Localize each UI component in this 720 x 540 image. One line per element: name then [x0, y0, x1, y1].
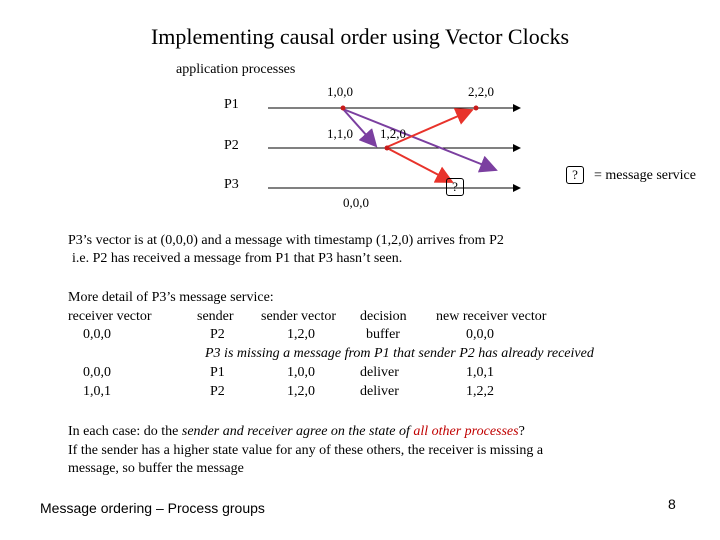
conclusion-line-3: message, so buffer the message [68, 461, 244, 476]
conclusion-question-mark: ? [518, 424, 525, 439]
column-header-sender-vector: sender vector [261, 309, 337, 324]
event-dot-p1 [341, 106, 346, 111]
message-service-box: ? [446, 178, 464, 196]
table-cell-r2-sender-vector: 1,0,0 [287, 365, 315, 380]
table-cell-r1-sender: P2 [210, 327, 225, 342]
conclusion-line-1 [68, 423, 525, 441]
vector-label-p2-first: 1,1,0 [327, 126, 353, 141]
column-header-new-receiver-vector: new receiver vector [436, 309, 547, 324]
page-number: 8 [668, 496, 676, 512]
process-label-p1: P1 [224, 97, 239, 112]
table-cell-r1-new-vector: 0,0,0 [466, 327, 494, 342]
table-cell-r3-receiver: 1,0,1 [83, 384, 111, 399]
process-label-p2: P2 [224, 138, 239, 153]
table-cell-r2-receiver: 0,0,0 [83, 365, 111, 380]
table-cell-r3-sender: P2 [210, 384, 225, 399]
table-cell-r1-receiver: 0,0,0 [83, 327, 111, 342]
conclusion-emphasis: sender and receiver agree on the state of [181, 424, 414, 439]
event-dot-p2 [385, 146, 390, 151]
vector-label-p1-second: 2,2,0 [468, 84, 494, 99]
footer-title: Message ordering – Process groups [40, 500, 265, 516]
vector-label-p1-first: 1,0,0 [327, 84, 353, 99]
table-cell-r2-sender: P1 [210, 365, 225, 380]
vector-label-p3-initial: 0,0,0 [343, 195, 369, 210]
table-cell-r3-decision: deliver [360, 384, 399, 399]
intro-line-2: i.e. P2 has received a message from P1 that P3 hasn’t seen. [72, 251, 403, 266]
conclusion-prefix: In each case: do the [68, 424, 182, 439]
event-dot-p1-receive [474, 106, 479, 111]
message-p2-to-p3 [387, 148, 452, 182]
column-header-decision: decision [360, 309, 407, 324]
legend-box: ? [566, 166, 584, 184]
table-cell-r3-sender-vector: 1,2,0 [287, 384, 315, 399]
message-p1-to-p3 [343, 109, 496, 170]
conclusion-highlight: all other processes [413, 424, 519, 439]
legend-text: = message service [594, 168, 696, 183]
table-cell-r3-new-vector: 1,2,2 [466, 384, 494, 399]
page-title: Implementing causal order using Vector Clocks [150, 24, 570, 49]
conclusion-line-2: If the sender has a higher state value for any of these others, the receiver is missing a [68, 443, 544, 458]
detail-heading: More detail of P3’s message service: [68, 290, 274, 305]
vector-label-p2-second: 1,2,0 [380, 126, 406, 141]
table-cell-r2-decision: deliver [360, 365, 399, 380]
column-header-receiver-vector: receiver vector [68, 309, 152, 324]
table-note [205, 345, 594, 363]
table-cell-r1-decision: buffer [366, 327, 400, 342]
table-cell-r2-new-vector: 1,0,1 [466, 365, 494, 380]
column-header-sender: sender [197, 309, 234, 324]
note-text: P3 is missing a message from P1 that sender P2 has already received [205, 346, 594, 361]
table-cell-r1-sender-vector: 1,2,0 [287, 327, 315, 342]
intro-line-1: P3’s vector is at (0,0,0) and a message with timestamp (1,2,0) arrives from P2 [68, 233, 504, 248]
diagram-caption: application processes [176, 62, 296, 77]
process-label-p3: P3 [224, 177, 239, 192]
